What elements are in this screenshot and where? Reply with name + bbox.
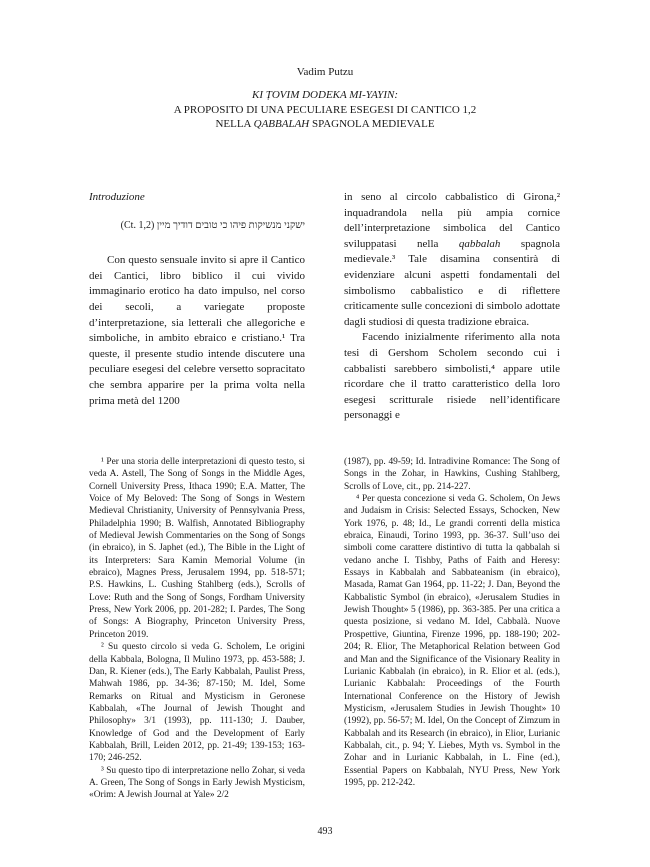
footnote-3: ³ Su questo tipo di interpretazione nello Zohar, si veda A. Green, The Song of Songs in Early Jewish Mysticism, «Orim: A Jewish Journal at Yale» 2/2 [89, 765, 305, 801]
title-line-3: NELLA QABBALAH SPAGNOLA MEDIEVALE [215, 118, 435, 130]
title-line-2: A PROPOSITO DI UNA PECULIARE ESEGESI DI CANTICO 1,2 [173, 103, 477, 116]
title-line-1: KI ṬOVIM DODEKA MI-YAYIN: [252, 89, 398, 101]
footnote-4: ⁴ Per questa concezione si veda G. Scholem, On Jews and Judaism in Crisis: Selected Essays, Schocken, New York 1976, p. 48; Id., Le grandi correnti della mistica ebraica, Einaudi, Torino 1993, pp. 36-37. Sull’uso dei simboli come carattere distintivo di tutta la qabbalah si vedano anche I. Tishby, Paths of Faith and Heresy: Essays in Kabbalah and Sabbateanism (in ebraico), Masada, Ramat Gan 1964, pp. 11-22; J. Dan, Beyond the Kabbalistic Symbol (in ebraico), «Jerusalem Studies in Jewish Thought» 5 (1986), pp. 363-385. Per una critica a questa posizione, si vedano M. Idel, Cabbalà. Nuove Prospettive, Giuntina, Firenze 1996, pp. 188-190; 202-204; R. Elior, The Metaphorical Relation between God and Man and the Significance of the Visionary Reality in Lurianic Kabbalah (in ebraico), in R. Elior et al. (eds.), Lurianic Kabbalah: Proceedings of the Fourth International Conference on the History of Jewish Mysticism, «Jerusalem Studies in Jewish Thought» 10 (1992), pp. 56-57; M. Idel, On the Concept of Zimzum in Kabbalah and its Research (in ebraico), in Elior, Lurianic Kabbalah, cit., p. 94; Y. Liebes, Myth vs. Symbol in the Zohar and in Lurianic Kabbalah, in L. Fine (ed.), Essential Papers on Kabbalah, NYU Press, New York 1995, pp. 212-242. [344, 494, 560, 788]
footnote-3-continued: (1987), pp. 49-59; Id. Intradivine Romance: The Song of Songs in the Zohar, in Hawkins, Cushing Stahlberg, Scrolls of Love, cit., pp. 214-227. [344, 457, 560, 492]
footnote-1: ¹ Per una storia delle interpretazioni di questo testo, si veda A. Astell, The Song of Songs in the Middle Ages, Cornell University Press, Ithaca 1990; E.A. Matter, The Voice of My Beloved: The Song of Songs in Western Medieval Christianity, University of Pennsylvania Press, Philadelphia 1990; B. Walfish, Annotated Bibliography of Medieval Jewish Commentaries on the Song of Songs (in ebraico), in S. Japhet (ed.), The Bible in the Light of its Interpreters: Sara Kamin Memorial Volume (in ebraico), Magnes Press, Jerusalem 1994, pp. 518-571; P.S. Hawkins, L. Cushing Stahlberg (eds.), Scrolls of Love: Ruth and the Song of Songs, Fordham University Press, New York 2006, pp. 201-282; I. Pardes, The Song of Songs: A Biography, Princeton University Press, Princeton 2019. [89, 457, 305, 640]
body-column-left [89, 190, 305, 409]
footnotes-column-left [89, 456, 305, 802]
intro-paragraph-continued: in seno al circolo cabbalistico di Girona,² inquadrandola nella più ampia cornice dell’interpretazione simbolica del Cantico sviluppatasi nella qabbalah spagnola medievale.³ Tale disamina consentirà di evidenziare alcuni aspetti fondamentali del simbolismo cabbalistico e di riflettere criticamente sulle concezioni di simbolo adottate dagli studiosi di questa tradizione ebraica. [344, 191, 560, 328]
body-column-right [344, 190, 560, 424]
article-title [0, 88, 650, 132]
page-number: 493 [317, 826, 333, 837]
epigraph-hebrew-verse: (Ct. 1,2) ישקני מנשיקות פיהו כי טובים דודיך מיין [120, 219, 305, 231]
intro-paragraph: Con questo sensuale invito si apre il Cantico dei Cantici, libro biblico il cui vivido immaginario erotico ha dato impulso, nel corso dei secoli, a variegate proposte d’interpretazione, sia letterali che allegoriche e simboliche, in ambito ebraico e cristiano.¹ Tra queste, il presente studio intende discutere una peculiare esegesi del celebre versetto sopracitato che sembra apparire per la prima volta nella prima metà del 1200 [89, 254, 305, 407]
footnote-2: ² Su questo circolo si veda G. Scholem, Le origini della Kabbala, Bologna, Il Mulino 1973, pp. 453-588; J. Dan, R. Kiener (eds.), The Early Kabbalah, Paulist Press, Mahwah 1986, pp. 34-36; 87-150; M. Idel, Some Remarks on Ritual and Mysticism in Geronese Kabbalah, «The Journal of Jewish Thought and Philosophy» 3/1 (1993), pp. 111-130; J. Dauber, Knowledge of God and the Development of Early Kabbalah, Brill, Leiden 2012, pp. 21-49; 139-153; 163-170; 246-252. [89, 642, 305, 764]
second-paragraph: Facendo inizialmente riferimento alla nota tesi di Gershom Scholem secondo cui i cabbalisti sarebbero simbolisti,⁴ appare utile ricordare che il tratto caratteristico della loro esegesi scritturale risiede nell’identificare personaggi e [344, 331, 560, 422]
footnotes-column-right [344, 456, 560, 789]
author-name: Vadim Putzu [296, 66, 354, 78]
section-heading: Introduzione [89, 191, 145, 203]
